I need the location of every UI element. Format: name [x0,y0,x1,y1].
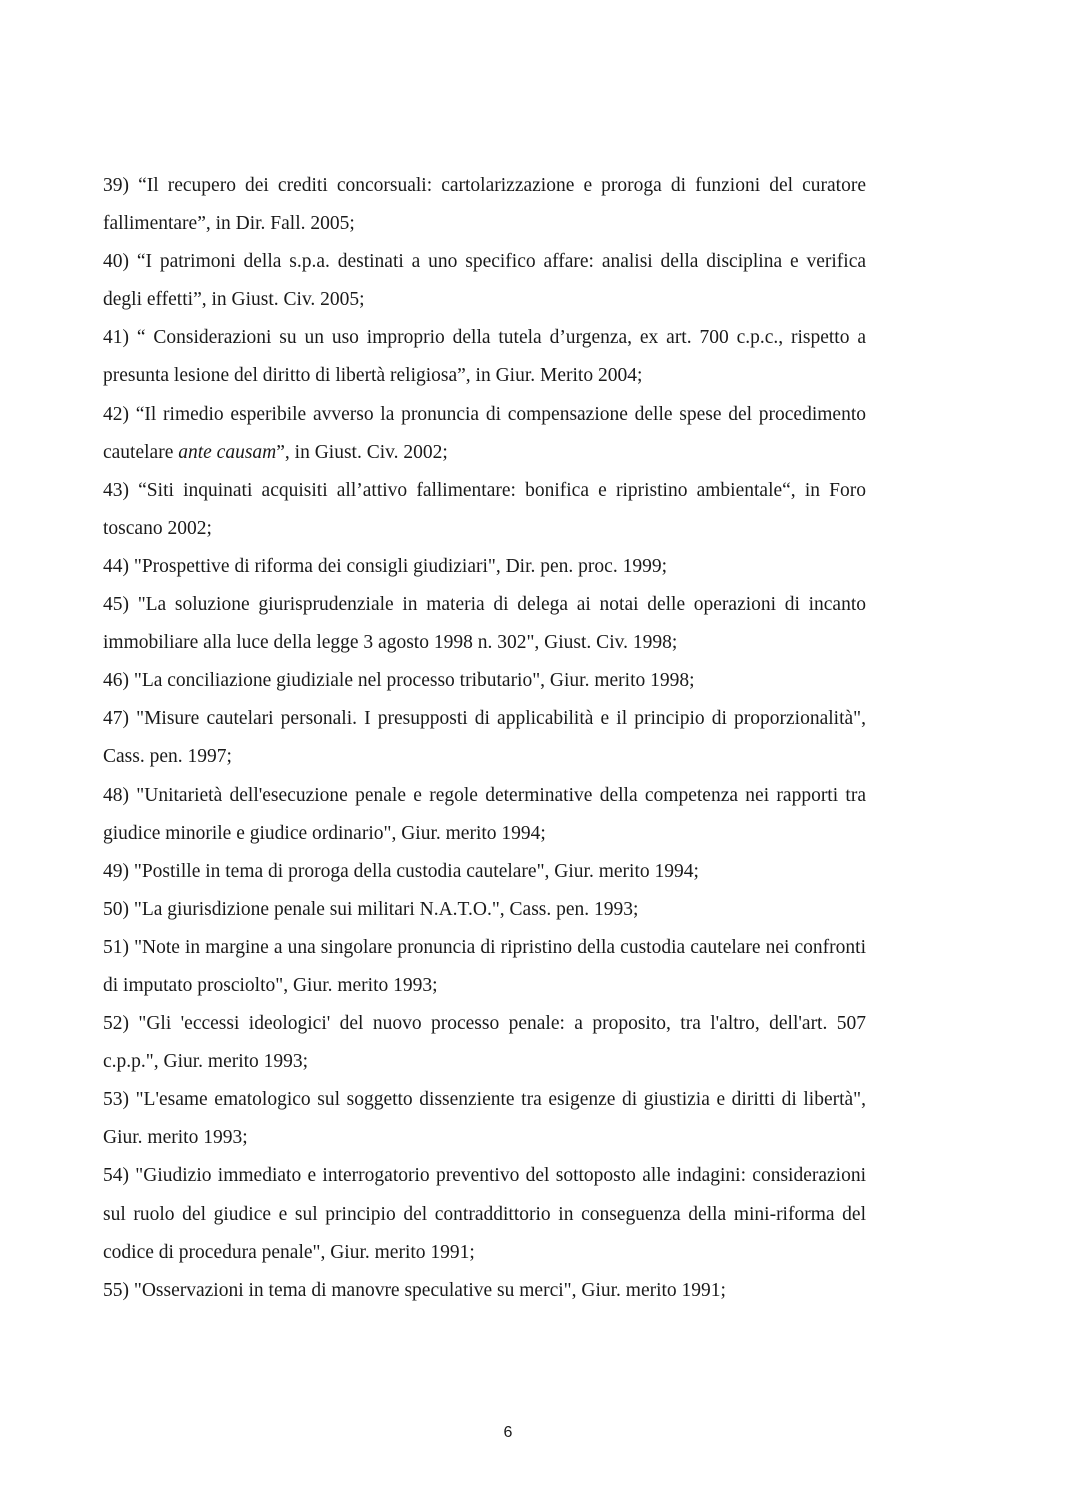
bibliography-entry [103,396,866,472]
bibliography-entry [103,1272,866,1310]
entry-number: 46) [103,670,129,692]
entry-number: 43) [103,479,129,501]
entry-number: 52) [103,1013,129,1035]
entry-text: "La soluzione giurisprudenziale in materia di delega ai notai delle operazioni di incanto immobiliare alla luce della legge 3 agosto 1998 n. 302", Giust. Civ. 1998; [103,594,867,654]
bibliography-entry [103,1081,866,1157]
entry-number: 51) [103,936,129,958]
bibliography-entry [103,243,866,319]
bibliography-entry [103,167,866,243]
bibliography-entry [103,929,866,1005]
bibliography-entry [103,586,866,662]
entry-number: 44) [103,555,129,577]
entry-italic-text: ante causam [178,441,277,463]
bibliography-entry [103,319,866,395]
entry-number: 40) [103,251,129,273]
bibliography-list [103,167,866,1310]
bibliography-entry [103,1005,866,1081]
entry-text: “Siti inquinati acquisiti all’attivo fallimentare: bonifica e ripristino ambientale“, in Foro toscano 2002; [103,479,866,539]
entry-text: "Unitarietà dell'esecuzione penale e regole determinative della competenza nei rapporti tra giudice minorile e giudice ordinario", Giur. merito 1994; [103,784,867,844]
entry-text: "Misure cautelari personali. I presupposti di applicabilità e il principio di proporzionalità", Cass. pen. 1997; [103,708,866,768]
entry-number: 49) [103,860,129,882]
bibliography-entry [103,891,866,929]
entry-number: 48) [103,784,129,806]
entry-text: “I patrimoni della s.p.a. destinati a uno specifico affare: analisi della disciplina e verifica degli effetti”, in Giust. Civ. 2005; [103,251,867,311]
entry-number: 54) [103,1165,129,1187]
entry-text: "La giurisdizione penale sui militari N.A.T.O.", Cass. pen. 1993; [133,898,639,920]
entry-number: 41) [103,327,129,349]
entry-text: "Gli 'eccessi ideologici' del nuovo processo penale: a proposito, tra l'altro, dell'art. 507 c.p.p.", Giur. merito 1993; [103,1013,866,1073]
entry-number: 45) [103,594,129,616]
entry-text: "Osservazioni in tema di manovre speculative su merci", Giur. merito 1991; [133,1279,726,1301]
entry-number: 47) [103,708,129,730]
bibliography-entry [103,548,866,586]
entry-number: 50) [103,898,129,920]
bibliography-entry [103,1157,866,1271]
entry-text: "Note in margine a una singolare pronuncia di ripristino della custodia cautelare nei confronti di imputato prosciolto", Giur. merito 1993; [103,936,867,996]
entry-text: "L'esame ematologico sul soggetto dissenziente tra esigenze di giustizia e diritti di libertà", Giur. merito 1993; [103,1089,867,1149]
bibliography-entry [103,777,866,853]
entry-text: "La conciliazione giudiziale nel processo tributario", Giur. merito 1998; [133,670,695,692]
bibliography-entry [103,472,866,548]
entry-text: “Il recupero dei crediti concorsuali: cartolarizzazione e proroga di funzioni del curatore fallimentare”, in Dir. Fall. 2005; [103,175,866,235]
entry-text: “Il rimedio esperibile avverso la pronuncia di compensazione delle spese del procedimento cautelare [103,403,866,463]
entry-text: "Postille in tema di proroga della custodia cautelare", Giur. merito 1994; [133,860,699,882]
entry-text: "Giudizio immediato e interrogatorio preventivo del sottoposto alle indagini: considerazioni sul ruolo del giudice e sul principio del contraddittorio in conseguenza della mini-riforma del codice di procedura penale", Giur. merito 1991; [103,1165,866,1263]
entry-number: 39) [103,175,129,196]
entry-text: “ Considerazioni su un uso improprio della tutela d’urgenza, ex art. 700 c.p.c., rispetto a presunta lesione del diritto di libertà religiosa”, in Giur. Merito 2004; [103,327,866,387]
entry-number: 42) [103,403,129,425]
bibliography-entry [103,853,866,891]
entry-number: 55) [103,1279,129,1301]
page-number: 6 [503,1424,513,1441]
entry-text: "Prospettive di riforma dei consigli giudiziari", Dir. pen. proc. 1999; [133,555,667,577]
entry-text-tail: ”, in Giust. Civ. 2002; [276,441,448,463]
bibliography-entry [103,700,866,776]
entry-number: 53) [103,1089,129,1111]
bibliography-entry [103,662,866,700]
